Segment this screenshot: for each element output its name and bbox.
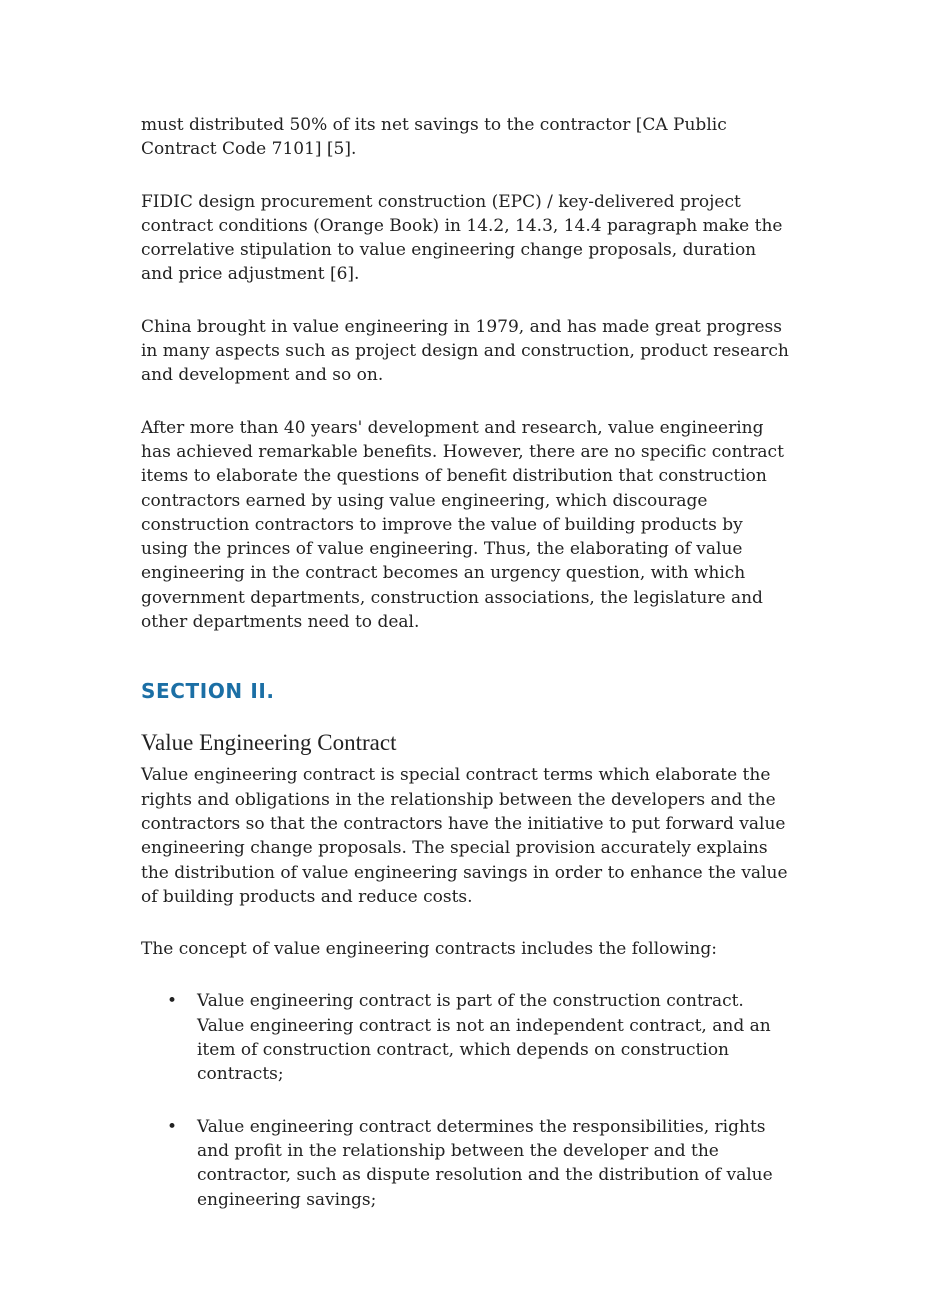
paragraph: After more than 40 years' development and research, value engineering has achieved remarkable benefits. However, there are no specific contract items to elaborate the questions of benefit distribution that construction contractors earned by using value engineering, which discourage construction contractors to improve the value of building products by using the princes of value engineering. Thus, the elaborating of value engineering in the contract becomes an urgency question, with which government departments, construction associations, the legislature and other departments need to deal.	[141, 417, 784, 633]
list-item-text: Value engineering contract determines the responsibilities, rights and profit in the relationship between the developer and the contractor, such as dispute resolution and the distribution of value engineering savings;	[197, 1116, 773, 1210]
bullet-icon: •	[167, 991, 178, 1012]
section-title: Value Engineering Contract	[141, 730, 397, 756]
paragraph: Value engineering contract is special contract terms which elaborate the rights and obligations in the relationship between the developers and the contractors so that the contractors have the initiative to put forward value engineering change proposals. The special provision accurately explains the distribution of value engineering savings in order to enhance the value of building products and reduce costs.	[141, 765, 788, 907]
bullet-icon: •	[167, 1116, 178, 1137]
paragraph: The concept of value engineering contracts includes the following:	[141, 939, 717, 960]
paragraph: FIDIC design procurement construction (EPC) / key-delivered project contract conditions (Orange Book) in 14.2, 14.3, 14.4 paragraph make the correlative stipulation to value engineering change proposals, duration and price adjustment [6].	[141, 191, 783, 285]
paragraph: China brought in value engineering in 1979, and has made great progress in many aspects such as project design and construction, product research and development and so on.	[141, 316, 789, 386]
list-item	[141, 1115, 789, 1212]
section-label: SECTION II.	[141, 679, 275, 704]
bullet-list	[141, 989, 789, 1211]
paragraph: must distributed 50% of its net savings to the contractor [CA Public Contract Code 7101] [5].	[141, 115, 727, 160]
list-item	[141, 989, 789, 1086]
document-page	[141, 113, 789, 1240]
list-item-text: Value engineering contract is part of the construction contract. Value engineering contract is not an independent contract, and an item of construction contract, which depends on construction contracts;	[197, 991, 771, 1085]
